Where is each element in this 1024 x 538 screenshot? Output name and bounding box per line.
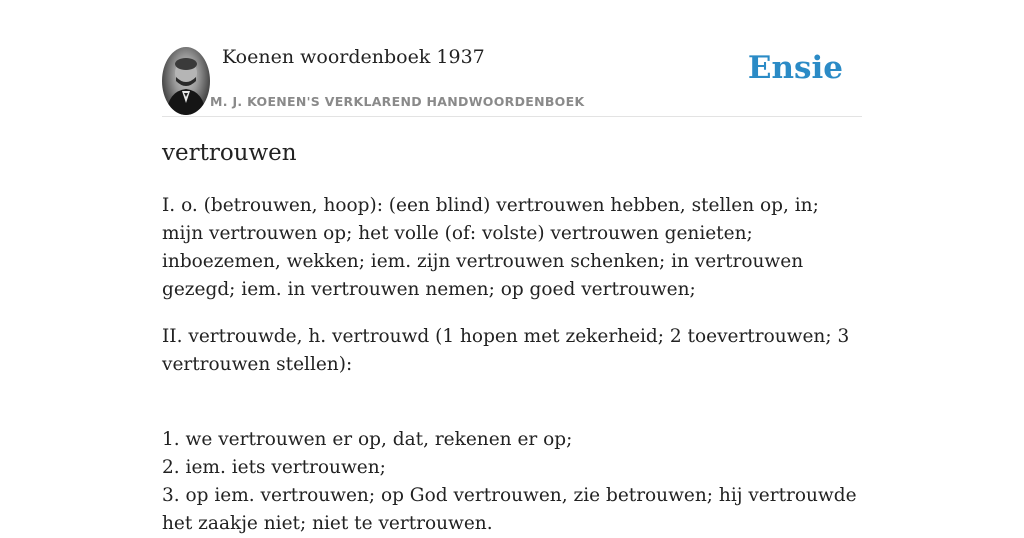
sense-item: 2. iem. iets vertrouwen; <box>162 457 386 478</box>
page <box>162 0 862 534</box>
sense-item: 3. op iem. vertrouwen; op God vertrouwen, zie betrouwen; hij vertrouwde het zaakje niet; niet te vertrouwen. <box>162 485 857 534</box>
sense-list <box>162 426 862 538</box>
sense-item: 1. we vertrouwen er op, dat, rekenen er op; <box>162 429 573 450</box>
entry-headword: vertrouwen <box>162 140 297 166</box>
author-portrait <box>162 47 210 115</box>
site-header <box>162 0 862 117</box>
site-title[interactable]: Koenen woordenboek 1937 <box>222 46 485 68</box>
definition-paragraph-1: I. o. (betrouwen, hoop): (een blind) vertrouwen hebben, stellen op, in; mijn vertrouwen op; het volle (of: volste) vertrouwen genieten; inboezemen, wekken; iem. zijn vertrouwen schenken; in vertrouwen gezegd; iem. in vertrouwen nemen; op goed vertrouwen; <box>162 195 819 300</box>
entry-definition <box>162 192 862 538</box>
site-subtitle: M. J. KOENEN'S VERKLAREND HANDWOORDENBOEK <box>210 94 585 109</box>
definition-paragraph-2: II. vertrouwde, h. vertrouwd (1 hopen met zekerheid; 2 toevertrouwen; 3 vertrouwen stellen): <box>162 326 850 375</box>
spacer <box>162 398 862 426</box>
ensie-logo-link[interactable]: Ensie <box>747 50 843 86</box>
